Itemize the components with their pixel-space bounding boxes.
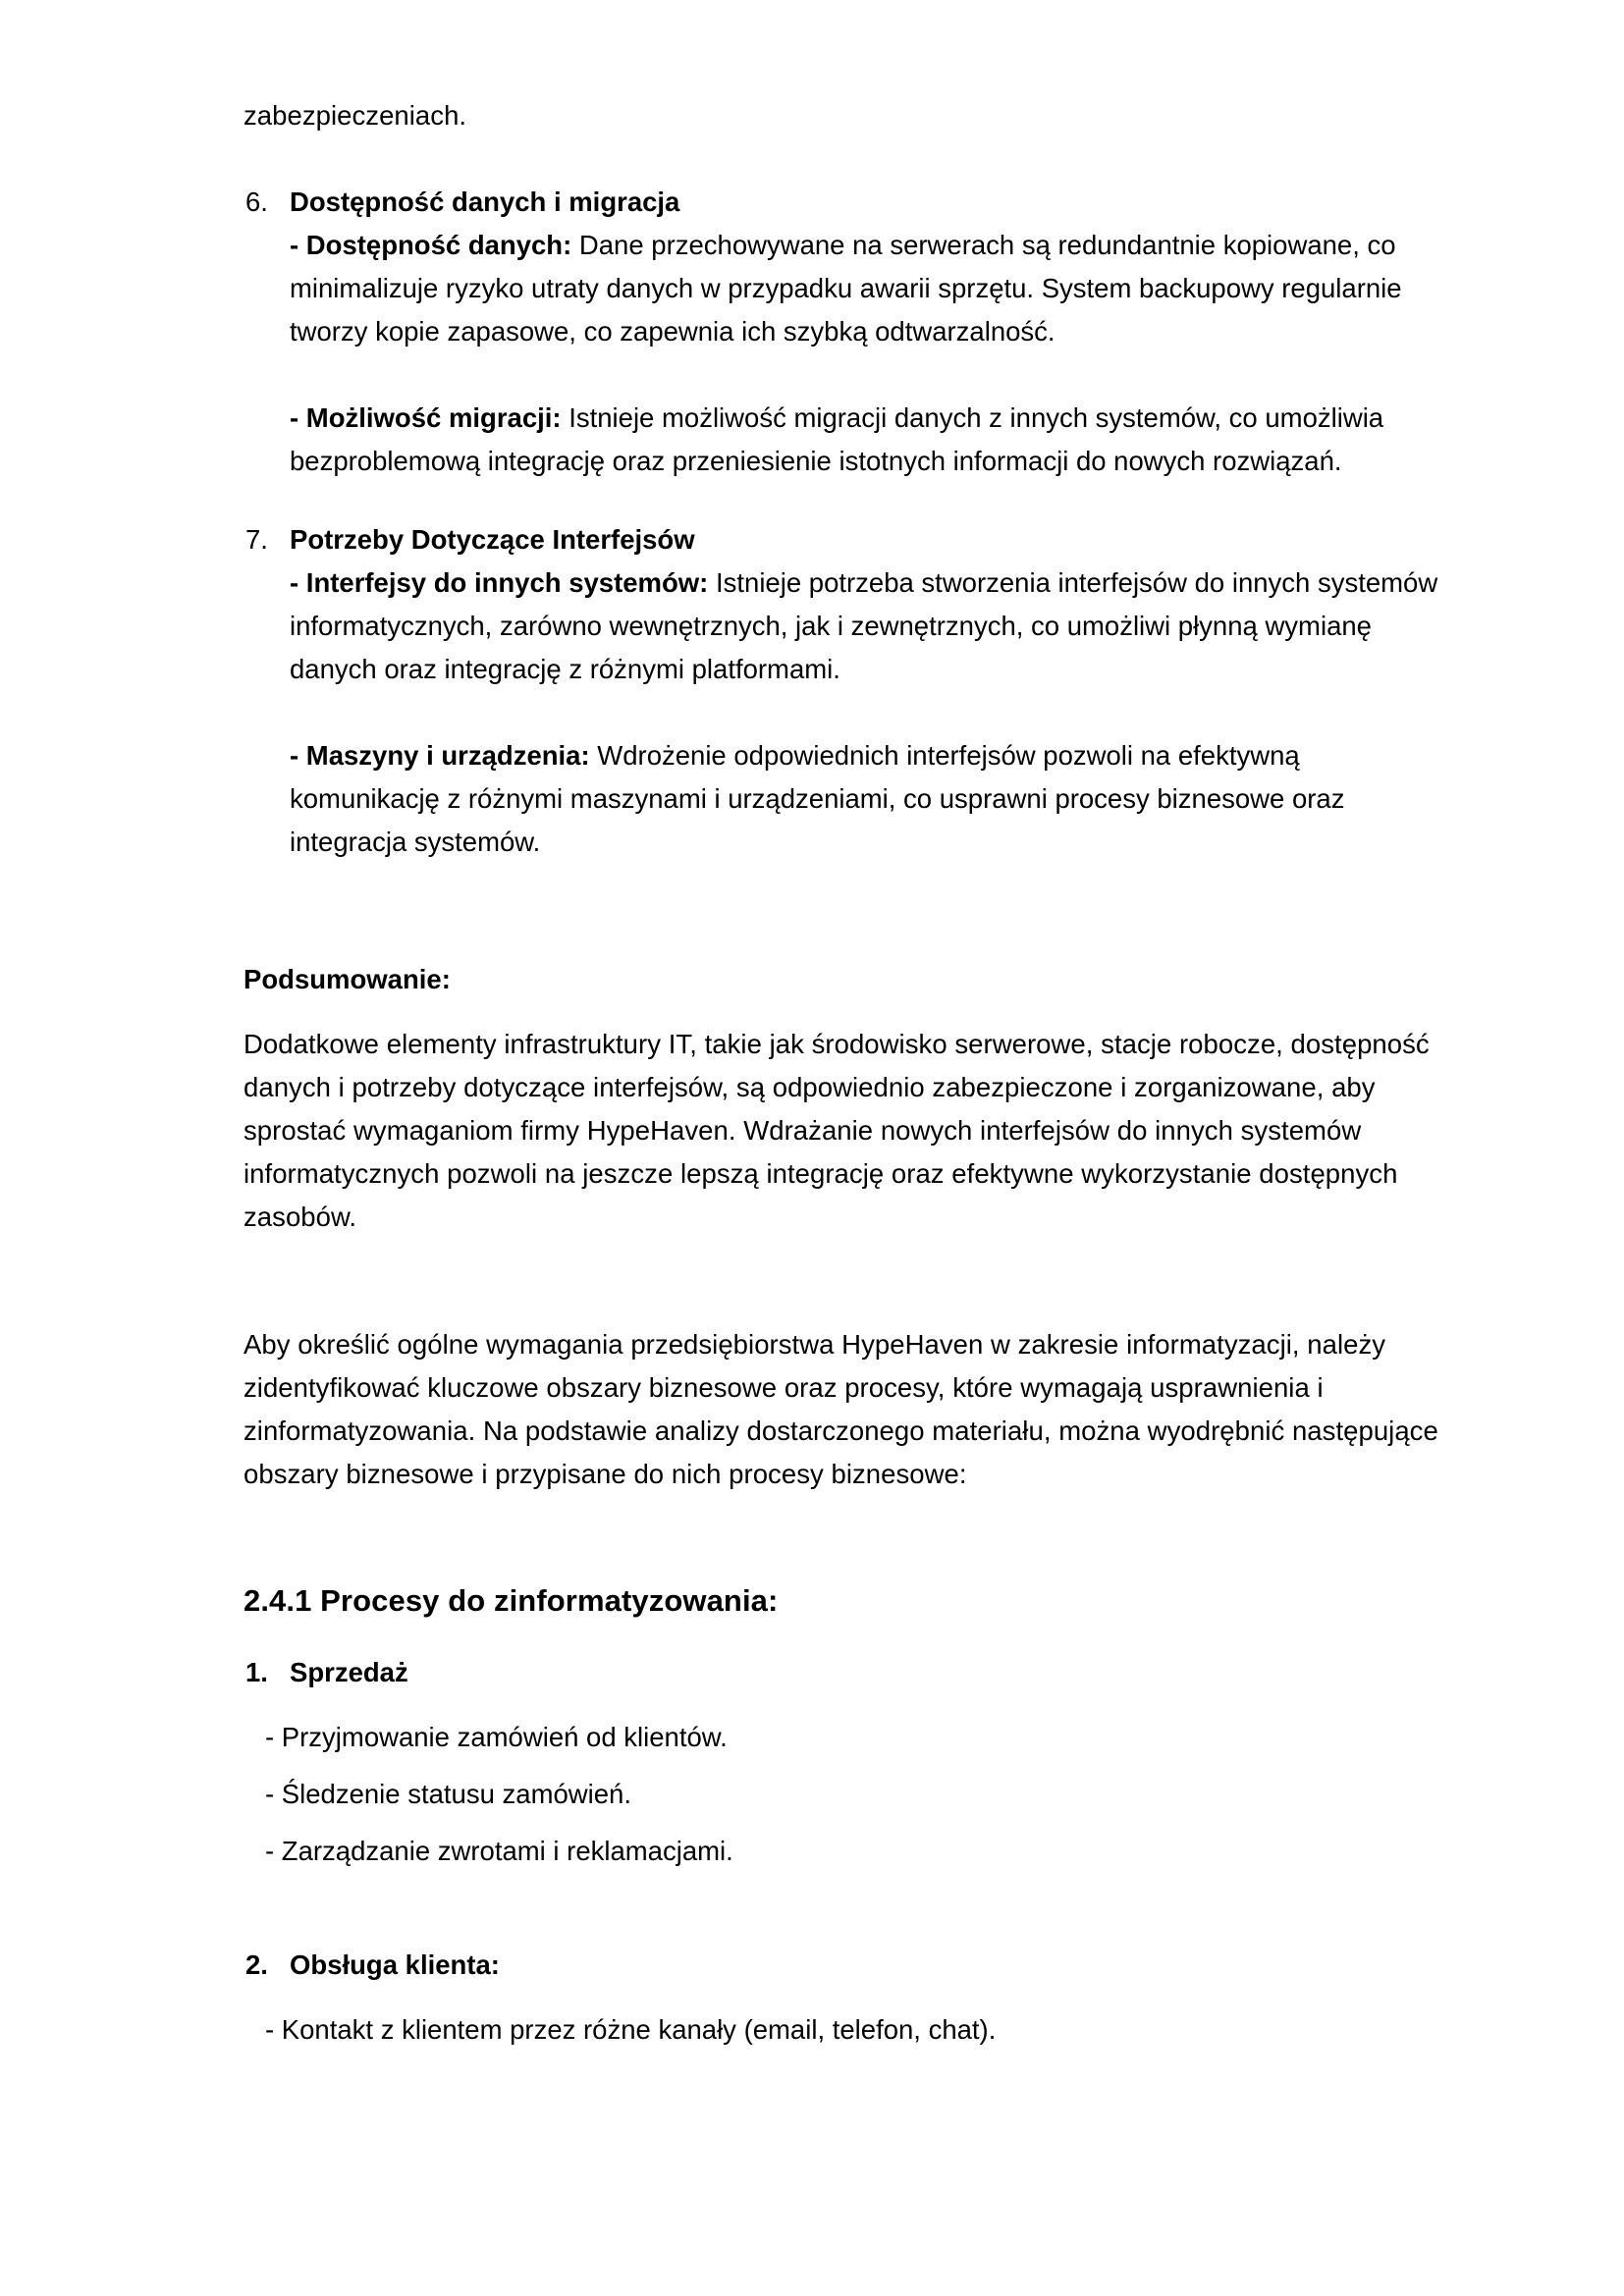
numbered-section-7 bbox=[244, 518, 1443, 864]
spacer-after-241-heading bbox=[244, 1622, 1443, 1651]
list-item-paragraph-1 bbox=[290, 561, 1443, 691]
spacer-before-item2 bbox=[244, 1873, 1443, 1944]
spacer-before-section-241 bbox=[244, 1496, 1443, 1580]
spacer-after-continued bbox=[244, 137, 1443, 181]
paragraph-lead: - Możliwość migracji: bbox=[290, 402, 562, 433]
bullet-line: - Zarządzanie zwrotami i reklamacjami. bbox=[265, 1836, 733, 1866]
list-item-paragraph-2 bbox=[290, 734, 1443, 864]
paragraph-lead: - Interfejsy do innych systemów: bbox=[290, 567, 709, 598]
list-marker: 6. bbox=[245, 187, 268, 217]
list-marker: 2. bbox=[245, 1949, 268, 1980]
list-marker: 1. bbox=[245, 1657, 268, 1687]
spacer-before-summary bbox=[244, 864, 1443, 958]
page-content bbox=[244, 0, 1443, 2052]
bullet-spacer bbox=[244, 1759, 1443, 1773]
summary-paragraph: Dodatkowe elementy infrastruktury IT, takie jak środowisko serwerowe, stacje robocze, dostępność danych i potrzeby dotyczące interfejsów, są odpowiednio zabezpieczone i zorganizowane, aby sprostać wymaganiom firmy HypeHaven. Wdrażanie nowych interfejsów do innych systemów informatycznych pozwoli na jeszcze lepszą integrację oraz efektywne wykorzystanie dostępnych zasobów. bbox=[244, 1029, 1430, 1232]
spacer-after-item1-title bbox=[244, 1694, 1443, 1716]
bullet-line: - Kontakt z klientem przez różne kanały (email, telefon, chat). bbox=[265, 2014, 997, 2045]
list-item-paragraph-2 bbox=[290, 397, 1443, 483]
process-item-1 bbox=[244, 1651, 1443, 1694]
list-marker: 7. bbox=[245, 524, 268, 555]
paragraph-text: Istnieje możliwość migracji danych z innych systemów, co umożliwia bezproblemową integrację oraz przeniesienie istotnych informacji do nowych rozwiązań. bbox=[290, 402, 1384, 476]
paragraph-spacer bbox=[290, 691, 1443, 734]
paragraph-lead: - Dostępność danych: bbox=[290, 230, 572, 260]
paragraph-lead: - Maszyny i urządzenia: bbox=[290, 740, 590, 771]
summary-heading: Podsumowanie: bbox=[244, 964, 451, 994]
spacer-after-item2-title bbox=[244, 1987, 1443, 2008]
section-241-heading: 2.4.1 Procesy do zinformatyzowania: bbox=[244, 1583, 779, 1618]
list-item-title: Dostępność danych i migracja bbox=[290, 187, 680, 217]
top-spacer bbox=[244, 0, 1443, 94]
bullet-line: - Przyjmowanie zamówień od klientów. bbox=[265, 1722, 728, 1752]
list-item-title: Sprzedaż bbox=[290, 1657, 408, 1687]
bullet-line: - Śledzenie statusu zamówień. bbox=[265, 1779, 631, 1809]
continued-line: zabezpieczeniach. bbox=[244, 100, 467, 131]
numbered-section-6 bbox=[244, 181, 1443, 483]
spacer-after-summary-heading bbox=[244, 1001, 1443, 1023]
list-item-title: Obsługa klienta: bbox=[290, 1949, 500, 1980]
paragraph-text: Dane przechowywane na serwerach są redundantnie kopiowane, co minimalizuje ryzyko utraty danych w przypadku awarii sprzętu. System backupowy regularnie tworzy kopie zapasowe, co zapewnia ich szybką odtwarzalność. bbox=[290, 230, 1402, 347]
intro-paragraph: Aby określić ogólne wymagania przedsiębiorstwa HypeHaven w zakresie informatyzacji, należy zidentyfikować kluczowe obszary biznesowe oraz procesy, które wymagają usprawnienia i zinformatyzowania. Na podstawie analizy dostarczonego materiału, można wyodrębnić następujące obszary biznesowe i przypisane do nich procesy biznesowe: bbox=[244, 1329, 1438, 1489]
paragraph-text: Istnieje potrzeba stworzenia interfejsów do innych systemów informatycznych, zarówno wewnętrznych, jak i zewnętrznych, co umożliwi płynną wymianę danych oraz integrację z różnymi platformami. bbox=[290, 567, 1438, 684]
list-item bbox=[244, 1944, 1443, 1987]
paragraph-spacer bbox=[290, 353, 1443, 397]
spacer-between-sections bbox=[244, 483, 1443, 518]
paragraph-text: Wdrożenie odpowiednich interfejsów pozwoli na efektywną komunikację z różnymi maszynami i urządzeniami, co usprawni procesy biznesowe oraz integracja systemów. bbox=[290, 740, 1345, 857]
process-item-2 bbox=[244, 1944, 1443, 1987]
bullet-spacer bbox=[244, 1816, 1443, 1830]
list-item-6 bbox=[244, 181, 1443, 483]
spacer-before-intro bbox=[244, 1239, 1443, 1323]
list-item-paragraph-1 bbox=[290, 224, 1443, 353]
list-item-title: Potrzeby Dotyczące Interfejsów bbox=[290, 524, 695, 555]
list-item bbox=[244, 1651, 1443, 1694]
list-item-7 bbox=[244, 518, 1443, 864]
